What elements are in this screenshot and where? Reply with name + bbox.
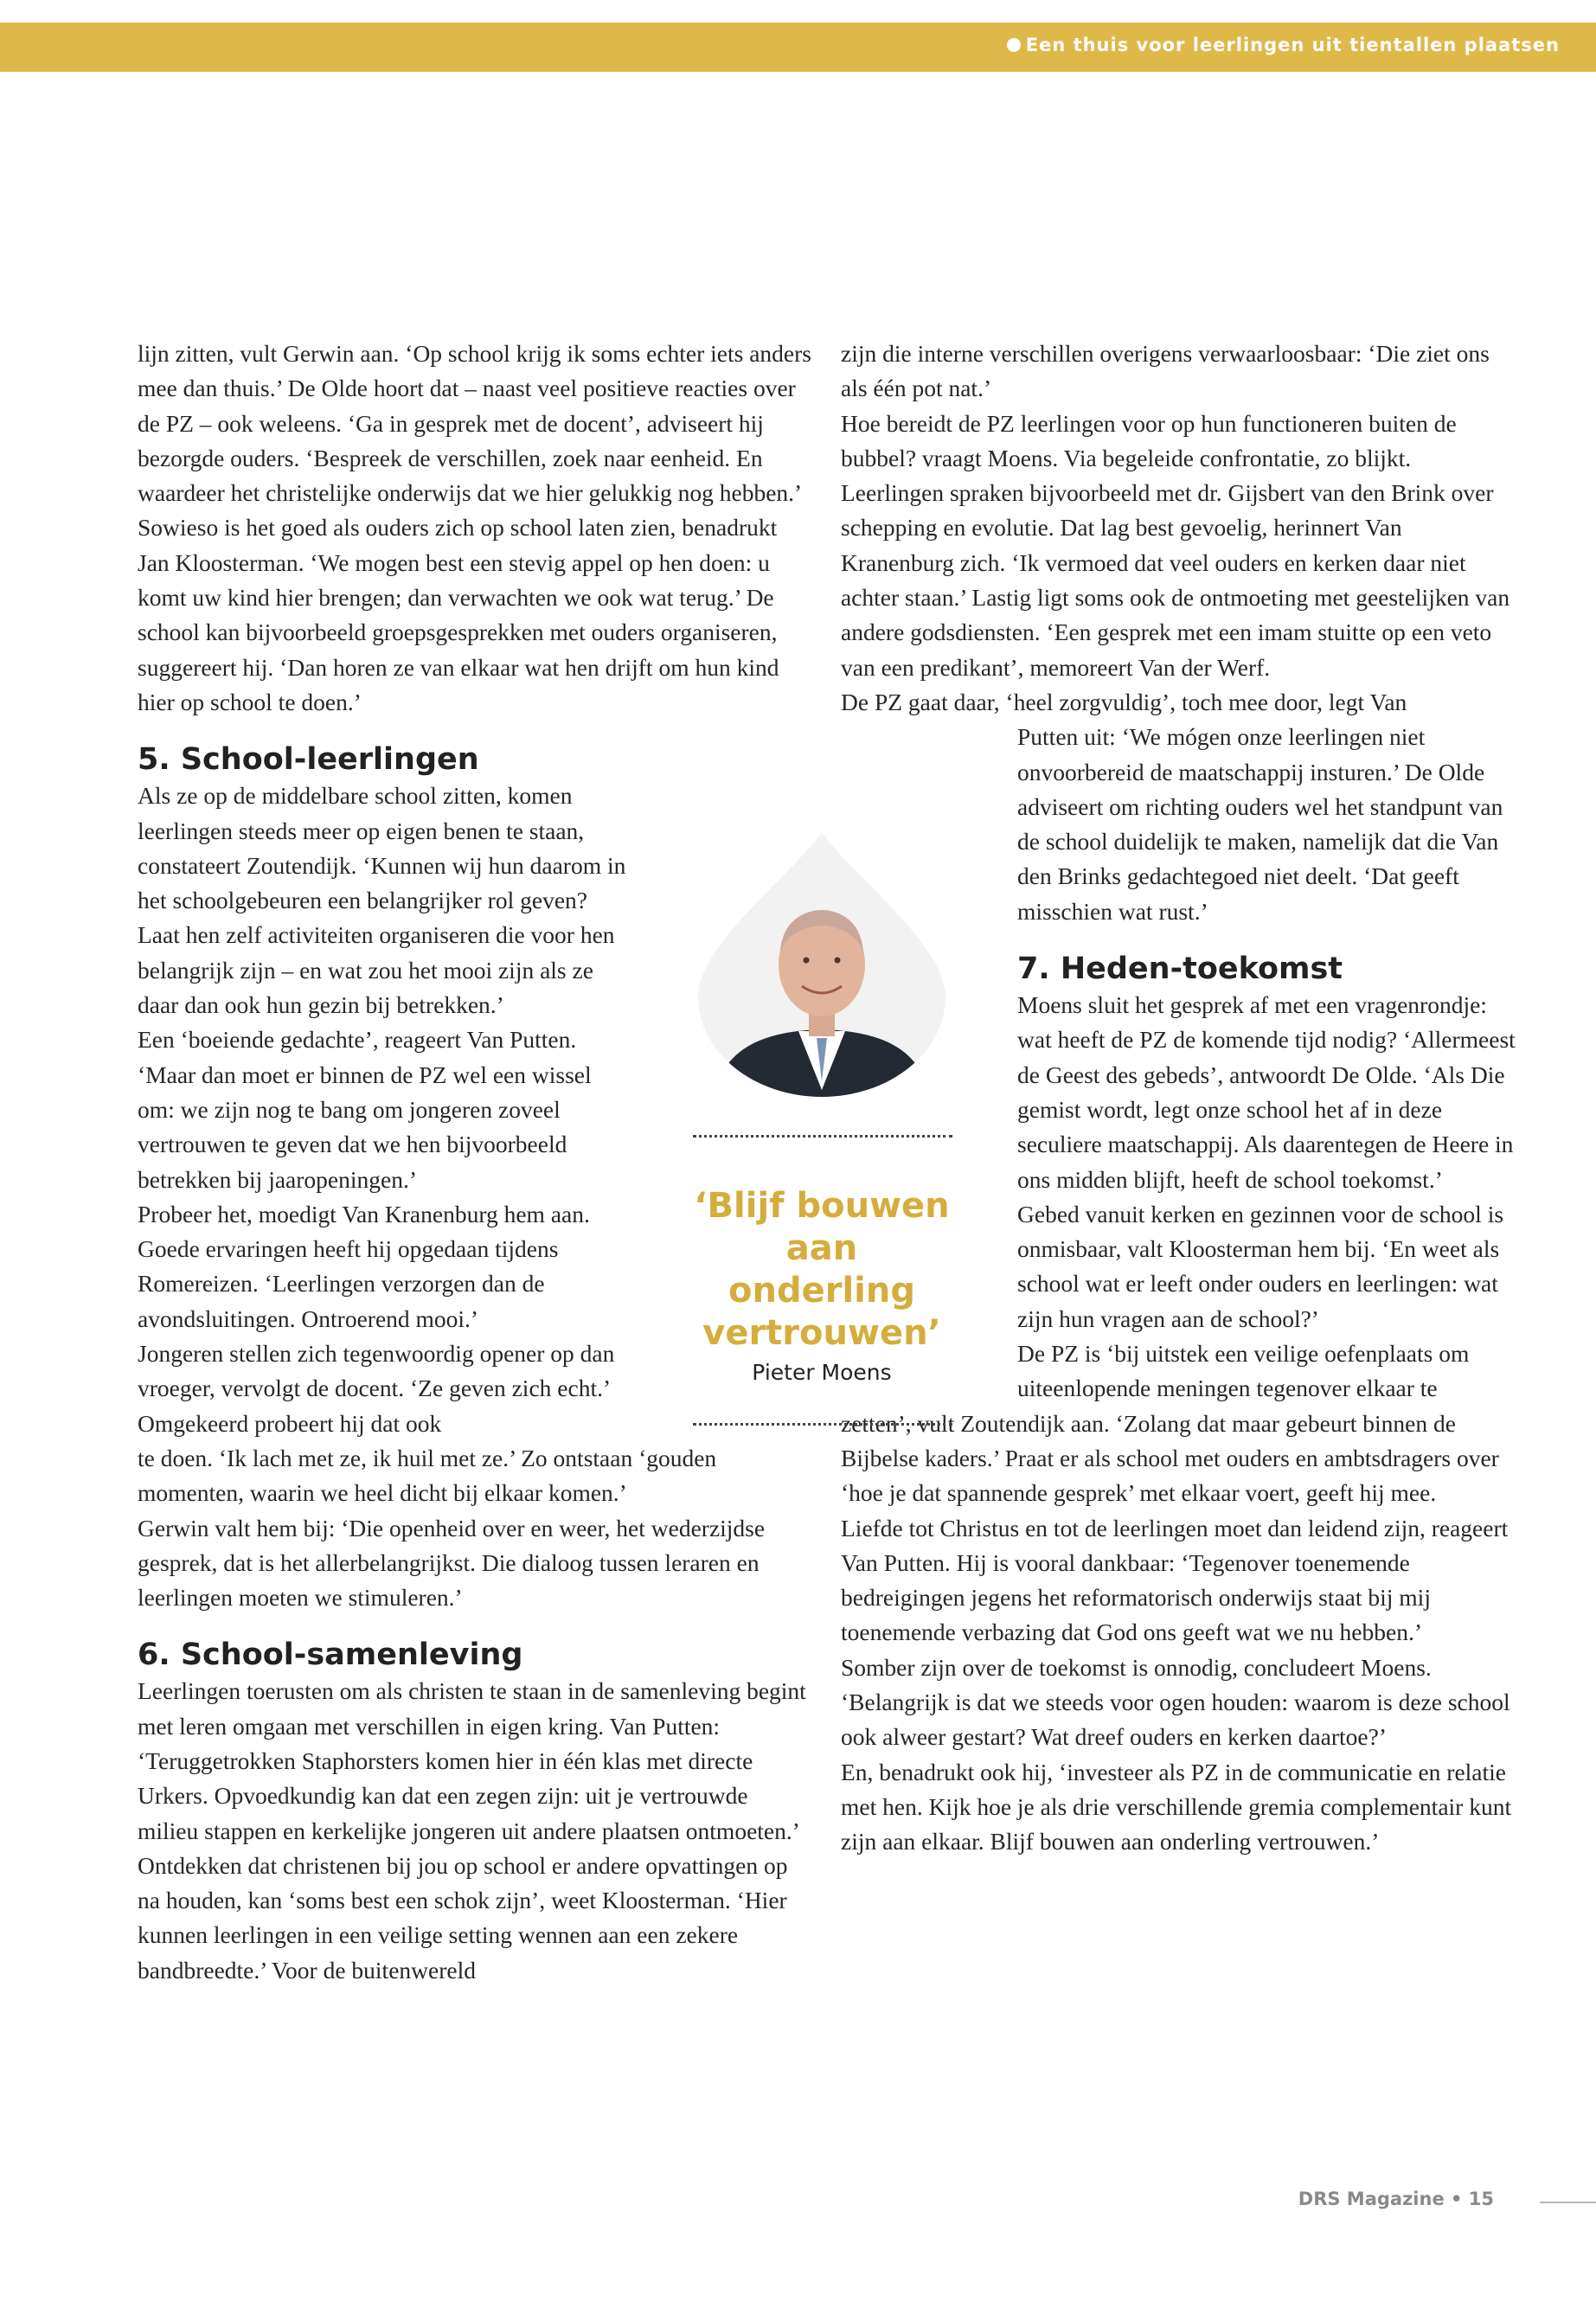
- portrait-photo: [696, 830, 947, 1099]
- divider-top: [693, 1135, 952, 1138]
- paragraph: Hoe bereidt de PZ leerlingen voor op hun functioneren buiten de bubbel? vraagt Moens. Via begeleide confrontatie, zo blijkt. Leerlingen spraken bijvoorbeeld met dr. Gijsbert van den Brink over schepping en evolutie. Dat lag best gevoelig, herinnert Van Kranenburg zich. ‘Ik vermoed dat veel ouders en kerken daar niet achter staan.’ Lastig ligt soms ook de ontmoeting met geestelijken van andere godsdiensten. ‘Een gesprek met een imam stuitte op een veto van een predikant’, memoreert Van der Werf.: [841, 409, 1510, 681]
- page-number: 15: [1468, 2189, 1494, 2209]
- paragraph: Sowieso is het goed als ouders zich op school laten zien, benadrukt Jan Kloosterman. ‘We mogen best een stevig appel op hen doen: u komt uw kind hier brengen; dan verwachten we ook wat terug.’ De school kan bijvoorbeeld groepsgesprekken met ouders organiseren, suggereert hij. ‘Dan horen ze van elkaar wat hen drijft om hun kind hier op school te doen.’: [138, 514, 779, 715]
- footer-separator: •: [1451, 2189, 1463, 2209]
- paragraph: Moens sluit het gesprek af met een vragenrondje: wat heeft de PZ de komende tijd nodig? ‘Allermeest de Geest des gebeds’, antwoordt De Olde. ‘Als Die gemist wordt, legt onze school het af in deze seculiere maatschappij. Als daarentegen de Heere in ons midden blijft, heeft de school toekomst.’: [1017, 991, 1516, 1193]
- section-heading-7: 7. Heden-toekomst: [1017, 952, 1343, 987]
- section-title-text: Een thuis voor leerlingen uit tientallen plaatsen: [1025, 35, 1560, 55]
- bullet-icon: [1007, 38, 1021, 52]
- section-title: [1007, 35, 1560, 55]
- divider-bottom: [693, 1423, 952, 1426]
- paragraph: Een ‘boeiende gedachte’, reageert Van Putten. ‘Maar dan moet er binnen de PZ wel een wissel om: we zijn nog te bang om jongeren zoveel vertrouwen te geven dat we hen bijvoorbeeld betrekken bij jaaropeningen.’: [138, 1026, 592, 1193]
- paragraph: Jongeren stellen zich tegenwoordig opener op dan vroeger, vervolgt de docent. ‘Ze geven zich echt.’ Omgekeerd probeert hij dat ook: [138, 1340, 615, 1437]
- paragraph: Ontdekken dat christenen bij jou op school er andere opvattingen op na houden, kan ‘soms best een schok zijn’, weet Kloosterman. ‘Hier kunnen leerlingen in een veilige setting wennen aan een zekere bandbreedte.’ Voor de buitenwereld: [138, 1851, 788, 1984]
- paragraph: Als ze op de middelbare school zitten, komen leerlingen steeds meer op eigen benen te staan, constateert Zoutendijk. ‘Kunnen wij hun daarom in het schoolgebeuren een belangrijker rol geven? Laat hen zelf activiteiten organiseren die voor hen belangrijk zijn – en wat zou het mooi zijn als ze daar dan ook hun gezin bij betrekken.’: [138, 782, 626, 1019]
- paragraph: Somber zijn over de toekomst is onnodig, concludeert Moens. ‘Belangrijk is dat we steeds voor ogen houden: waarom is deze school ook alweer gestart? Wat dreef ouders en kerken daartoe?’: [841, 1653, 1510, 1751]
- paragraph: Gerwin valt hem bij: ‘Die openheid over en weer, het wederzijdse gesprek, dat is het allerbelangrijkst. Die dialoog tussen leraren en leerlingen moeten we stimuleren.’: [138, 1514, 766, 1612]
- paragraph: De PZ gaat daar, ‘heel zorgvuldig’, toch mee door, legt Van: [841, 688, 1407, 715]
- paragraph: lijn zitten, vult Gerwin aan. ‘Op school krijg ik soms echter iets anders mee dan thuis.’ De Olde hoort dat – naast veel positieve reacties over de PZ – ook weleens. ‘Ga in gesprek met de docent’, adviseert hij bezorgde ouders. ‘Bespreek de verschillen, zoek naar eenheid. En waardeer het christelijke onderwijs dat we hier gelukkig nog hebben.’: [138, 340, 811, 507]
- paragraph: zetten’, vult Zoutendijk aan. ‘Zolang dat maar gebeurt binnen de Bijbelse kaders.’ Praat er als school met ouders en ambtsdragers over ‘hoe je dat spannende gesprek’ met elkaar voert, geeft hij mee.: [841, 1409, 1499, 1507]
- header-bar: [0, 22, 1596, 72]
- paragraph: Putten uit: ‘We mógen onze leerlingen niet onvoorbereid de maatschappij insturen.’ De Olde adviseert om richting ouders wel het standpunt van de school duidelijk te maken, namelijk dat die Van den Brinks gedachtegoed niet deelt. ‘Dat geeft misschien wat rust.’: [1017, 723, 1503, 925]
- paragraph: zijn die interne verschillen overigens verwaarloosbaar: ‘Die ziet ons als één pot nat.’: [841, 340, 1490, 402]
- footer-rule: [1540, 2202, 1596, 2203]
- section-heading-6: 6. School-samenleving: [138, 1638, 523, 1673]
- quote-author: Pieter Moens: [752, 1360, 892, 1385]
- paragraph: En, benadrukt ook hij, ‘investeer als PZ in de communicatie en relatie met hen. Kijk hoe je als drie verschillende gremia complementair kunt zijn aan elkaar. Blijf bouwen aan onderling vertrouwen.’: [841, 1758, 1512, 1856]
- paragraph: Liefde tot Christus en tot de leerlingen moet dan leidend zijn, reageert Van Putten. Hij is vooral dankbaar: ‘Tegenover toenemende bedreigingen jegens het reformatorisch onderwijs staat bij mij toenemende verbazing dat God ons geeft wat we nu hebben.’: [841, 1514, 1509, 1646]
- page-footer: [1298, 2189, 1494, 2209]
- pull-quote: ‘Blijf bouwen aan onderling vertrouwen’: [694, 1186, 950, 1353]
- paragraph: Probeer het, moedigt Van Kranenburg hem aan. Goede ervaringen heeft hij opgedaan tijdens Romereizen. ‘Leerlingen verzorgen dan de avondsluitingen. Ontroerend mooi.’: [138, 1200, 590, 1332]
- paragraph: Gebed vanuit kerken en gezinnen voor de school is onmisbaar, valt Kloosterman hem bij. ‘En weet als school wat er leeft onder ouders en leerlingen: wat zijn hun vragen aan de school?’: [1017, 1200, 1504, 1332]
- paragraph: te doen. ‘Ik lach met ze, ik huil met ze.’ Zo ontstaan ‘gouden momenten, waarin we heel dicht bij elkaar komen.’: [138, 1444, 717, 1507]
- pull-quote-sidebar: [688, 830, 956, 1436]
- paragraph: De PZ is ‘bij uitstek een veilige oefenplaats om uiteenlopende meningen tegenover elkaar te: [1017, 1340, 1470, 1402]
- paragraph: Leerlingen toerusten om als christen te staan in de samenleving begint met leren omgaan met verschillen in eigen kring. Van Putten: ‘Teruggetrokken Staphorsters komen hier in één klas met directe Urkers. Opvoedkundig kan dat een zegen zijn: uit je vertrouwde milieu stappen en kerkelijke jongeren uit andere plaatsen ontmoeten.’: [138, 1677, 806, 1844]
- magazine-name: DRS Magazine: [1298, 2189, 1445, 2209]
- section-heading-5: 5. School-leerlingen: [138, 742, 479, 778]
- wrapped-text-block: [138, 779, 634, 1441]
